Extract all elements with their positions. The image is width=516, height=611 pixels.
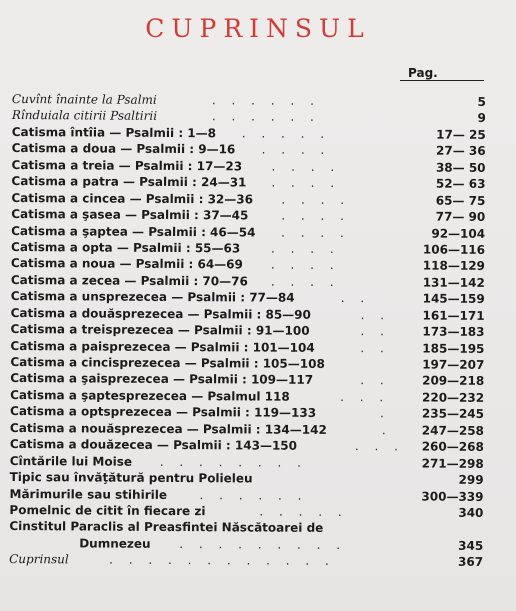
toc-entry [9, 551, 507, 570]
leader-dots: . . [340, 291, 371, 306]
leader-dots: . . . . [271, 175, 341, 191]
leader-dots: . . . . . . . . . . . . [109, 552, 335, 569]
toc-entry-page: 27— 36 [436, 143, 486, 159]
toc-entry-label: Catisma a opta — Psalmii : 55—63 [11, 239, 241, 256]
toc-entry-label: Catisma a optsprezecea — Psalmii : 119—133 [10, 404, 317, 421]
leader-dots: . . . . [281, 208, 350, 224]
leader-dots: . . . . . . . . [159, 454, 307, 470]
toc-entry-label: Catisma a paisprezecea — Psalmii : 101—104 [10, 338, 315, 355]
toc-entry-page: 345 [458, 538, 484, 553]
toc-entry-page: 161—171 [422, 308, 485, 323]
table-of-contents [9, 91, 510, 571]
toc-entry-label: Cinstitul Paraclis al Preasfintei Născătoarei de [9, 519, 324, 536]
toc-entry-label: Catisma a nouăsprezecea — Psalmii : 134—142 [9, 420, 327, 437]
toc-entry-label: Mărimurile sau stihirile [9, 486, 168, 502]
toc-entry-page: 173—183 [422, 324, 485, 340]
toc-entry-page: 299 [458, 472, 484, 487]
toc-entry-page: 106—116 [422, 242, 486, 257]
leader-dots: . . . . . . [211, 93, 320, 108]
leader-dots: . . . . . [259, 504, 348, 519]
toc-entry-label: Tipic sau învăţătură pentru Polieleu [9, 470, 253, 486]
header-rule [400, 80, 484, 81]
toc-entry-page: 131—142 [422, 275, 485, 290]
toc-entry-page: 185—195 [422, 341, 485, 356]
toc-entry-label: Catisma a douăsprezecea — Psalmii : 85—90 [10, 305, 311, 322]
toc-entry-page: 5 [477, 94, 486, 109]
toc-entry-page: 118—129 [422, 258, 485, 274]
toc-entry-label: Catisma a unsprezecea — Psalmii : 77—84 [10, 289, 295, 305]
toc-entry-label: Catisma a douăzecea — Psalmii : 143—150 [9, 437, 298, 453]
toc-entry-label: Catisma a cincisprezecea — Psalmii : 105—108 [10, 354, 325, 371]
toc-entry-label: Catisma a şaisprezecea — Psalmii : 109—117 [10, 371, 314, 388]
toc-entry-label: Catisma întîia — Psalmii : 1—8 [11, 124, 217, 141]
toc-entry-label: Catisma a patra — Psalmii : 24—31 [11, 174, 247, 190]
toc-entry-page: 65— 75 [435, 193, 486, 208]
toc-entry-label: Catisma a treia — Psalmii : 17—23 [11, 157, 243, 174]
toc-entry-label: Pomelnic de citit în fiecare zi [9, 502, 206, 519]
toc-entry-label: Catisma a şasea — Psalmii : 37—45 [11, 207, 249, 223]
toc-entry-page: 235—245 [421, 406, 485, 422]
leader-dots: . . . . [271, 159, 341, 174]
toc-entry-label: Catisma a şaptesprezecea — Psalmul 118 [10, 387, 290, 404]
toc-entry-page: 220—232 [421, 390, 485, 405]
toc-entry-page: 9 [477, 111, 486, 126]
toc-entry-page: 271—298 [421, 456, 484, 471]
toc-entry-label: Catisma a cincea — Psalmii : 32—36 [11, 190, 254, 207]
leader-dots: . . . . [270, 274, 340, 289]
toc-entry-page: 209—218 [422, 373, 485, 389]
toc-entry-page: 367 [458, 554, 484, 570]
leader-dots: . . . . [281, 192, 351, 207]
toc-entry-page: 300—339 [421, 489, 484, 504]
page-title: CUPRINSUL [145, 14, 371, 43]
leader-dots: . . . . [270, 257, 340, 273]
toc-entry-label: Catisma a treisprezecea — Psalmii : 91—100 [10, 322, 310, 338]
toc-entry-page: 92—104 [431, 226, 486, 241]
leader-dots: . . . . . . [211, 109, 320, 125]
toc-entry-label: Catisma a zecea — Psalmii : 70—76 [10, 272, 248, 289]
toc-entry-page: 247—258 [421, 423, 484, 438]
leader-dots: . . . . . . [199, 487, 308, 503]
leader-dots: . . . [354, 439, 404, 454]
leader-dots: . [379, 406, 390, 421]
leader-dots: . . . . . [241, 126, 331, 141]
toc-entry-page: 197—207 [422, 357, 485, 372]
leader-dots: . . . . [270, 241, 340, 256]
leader-dots: . . [360, 324, 391, 339]
toc-entry-label: Dumnezeu [79, 536, 151, 551]
toc-entry-page: 38— 50 [435, 160, 486, 175]
toc-entry-page: 340 [458, 505, 484, 520]
leader-dots: . . . . [281, 225, 350, 240]
toc-entry-label: Cîntările lui Moise [9, 453, 133, 469]
toc-entry-page: 145—159 [422, 291, 485, 307]
toc-entry-label: Catisma a noua — Psalmii : 64—69 [10, 256, 243, 272]
toc-entry-page: 260—268 [421, 439, 484, 455]
leader-dots: . . [360, 340, 390, 355]
leader-dots: . . . . [261, 142, 331, 158]
leader-dots: . . . [340, 389, 390, 405]
leader-dots: . . . . . . . . . [179, 536, 347, 552]
toc-entry-page: 77— 90 [435, 209, 486, 224]
toc-entry-label: Cuprinsul [9, 552, 69, 567]
toc-entry-label: Catisma a doua — Psalmii : 9—16 [11, 141, 236, 157]
leader-dots: . . [360, 307, 391, 323]
toc-entry-label: Cuvînt înainte la Psalmi [11, 91, 157, 107]
toc-entry-page: 52— 63 [435, 176, 486, 192]
toc-entry-label: Rînduiala citirii Psaltirii [11, 108, 158, 124]
leader-dots: . [381, 423, 392, 438]
toc-entry-page: 17— 25 [436, 127, 486, 142]
leader-dots: . . [360, 373, 390, 388]
page-column-header: Pag. [408, 66, 438, 80]
toc-entry-label: Catisma a şaptea — Psalmii : 46—54 [11, 223, 256, 239]
